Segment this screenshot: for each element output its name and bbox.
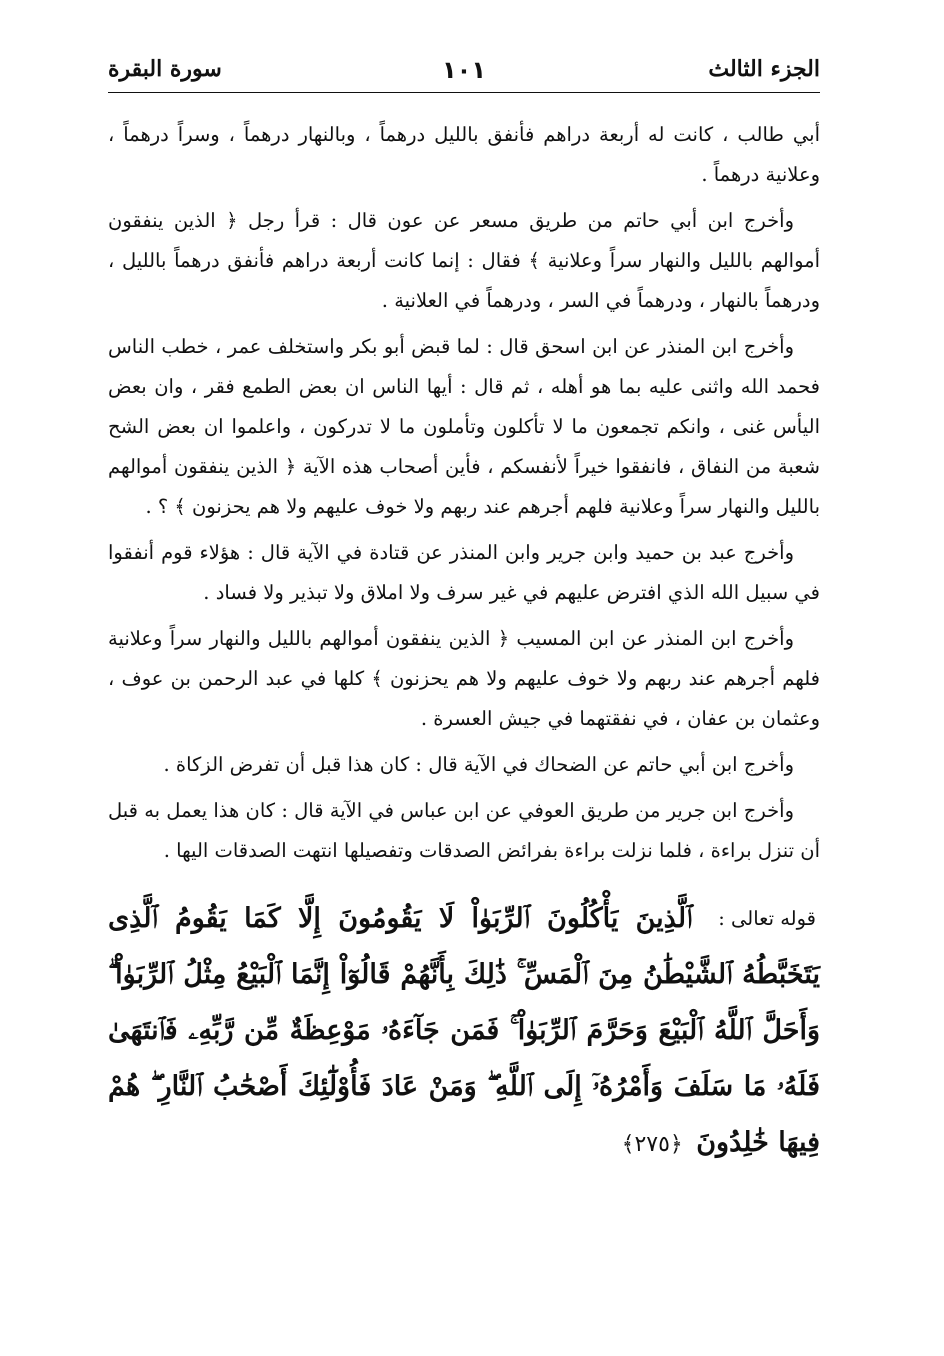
commentary-paragraph: وأخرج ابن المنذر عن ابن اسحق قال : لما قبض أبو بكر واستخلف عمر ، خطب الناس فحمد الله واثنى عليه بما هو أهله ، ثم قال : أيها الناس ان بعض الطمع فقر ، وان بعض اليأس غنى ، وانكم تجمعون ما لا تأكلون وتأملون ما لا تدركون ، واعلموا ان بعض الشح شعبة من النفاق ، فانفقوا خيراً لأنفسكم ، فأين أصحاب هذه الآية ﴿ الذين ينفقون أموالهم بالليل والنهار سراً وعلانية فلهم أجرهم عند ربهم ولا خوف عليهم ولا هم يحزنون ﴾ ؟ .: [108, 335, 820, 518]
running-header: [108, 52, 820, 93]
commentary-paragraph: وأخرج عبد بن حميد وابن جرير وابن المنذر عن قتادة في الآية قال : هؤلاء قوم أنفقوا في سبيل الله الذي افترض عليهم في غير سرف ولا املاق ولا تبذير ولا فساد .: [108, 541, 820, 604]
verse-arabic: ٱلَّذِينَ يَأْكُلُونَ ٱلرِّبَوٰاْ لَا يَقُومُونَ إِلَّا كَمَا يَقُومُ ٱلَّذِى يَتَخَبَّطُهُ ٱلشَّيْطَٰنُ مِنَ ٱلْمَسِّ ۚ ذَٰلِكَ بِأَنَّهُمْ قَالُوٓاْ إِنَّمَا ٱلْبَيْعُ مِثْلُ ٱلرِّبَوٰاْ ۗ وَأَحَلَّ ٱللَّهُ ٱلْبَيْعَ وَحَرَّمَ ٱلرِّبَوٰاْ ۚ فَمَن جَآءَهُۥ مَوْعِظَةٌ مِّن رَّبِّهِۦ فَٱنتَهَىٰ فَلَهُۥ مَا سَلَفَ وَأَمْرُهُۥٓ إِلَى ٱللَّهِ ۖ وَمَنْ عَادَ فَأُوْلَٰٓئِكَ أَصْحَٰبُ ٱلنَّارِ ۖ هُمْ فِيهَا خَٰلِدُونَ: [108, 903, 820, 1158]
book-page: [108, 52, 820, 1173]
verse-intro: قوله تعالى :: [718, 907, 816, 930]
commentary-paragraph: وأخرج ابن جرير من طريق العوفي عن ابن عباس في الآية قال : كان هذا يعمل به قبل أن تنزل براءة ، فلما نزلت براءة بفرائض الصدقات وتفصيلها انتهت الصدقات اليها .: [108, 799, 820, 862]
commentary-body: [108, 115, 820, 871]
commentary-paragraph: أبي طالب ، كانت له أربعة دراهم فأنفق بالليل درهماً ، وبالنهار درهماً ، وسراً درهماً ، وعلانية درهماً .: [108, 123, 820, 186]
commentary-paragraph: وأخرج ابن المنذر عن ابن المسيب ﴿ الذين ينفقون أموالهم بالليل والنهار سراً وعلانية فلهم أجرهم عند ربهم ولا خوف عليهم ولا هم يحزنون ﴾ كلها في عبد الرحمن بن عوف ، وعثمان بن عفان ، في نفقتهما في جيش العسرة .: [108, 627, 820, 730]
commentary-paragraph: وأخرج ابن أبي حاتم من طريق مسعر عن عون قال : قرأ رجل ﴿ الذين ينفقون أموالهم بالليل والنهار سراً وعلانية ﴾ فقال : إنما كانت أربعة دراهم فأنفق درهماً بالليل ، ودرهماً بالنهار ، ودرهماً في السر ، ودرهماً في العلانية .: [108, 209, 820, 312]
page-number: ١٠١: [442, 56, 486, 84]
ayah-number-marker: ﴿٢٧٥﴾: [621, 1132, 683, 1157]
verse-text: [108, 891, 820, 1173]
surah-title: سورة البقرة: [108, 56, 222, 82]
part-title: الجزء الثالث: [708, 56, 820, 82]
commentary-paragraph: وأخرج ابن أبي حاتم عن الضحاك في الآية قال : كان هذا قبل أن تفرض الزكاة .: [163, 753, 794, 776]
quran-verse-block: [108, 891, 820, 1173]
